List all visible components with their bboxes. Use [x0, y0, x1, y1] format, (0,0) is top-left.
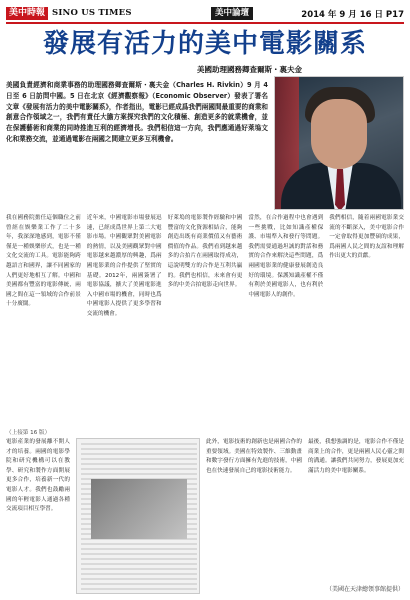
- article-end-note: （美國在天津總領事館提供）: [325, 586, 404, 593]
- header-rule: [6, 22, 404, 24]
- body-column: 電影產業的發展離不開人才的培養。兩國的電影學院和研究機構可以在教學、研究和製作方面開展更多合作，培養新一代的電影人才。我們也鼓勵兩國的年輕電影人通過各種交流項目相互學習。: [6, 439, 70, 513]
- continuation-image: [76, 438, 200, 594]
- body-column: 我們相信，隨着兩國電影業交流的不斷深入，美中電影合作一定會取得更加豐碩的成果，爲兩國人民之間的友誼和理解作出更大的貢獻。: [329, 215, 404, 260]
- body-column: 最後，我想強調的是，電影合作不僅是商業上的合作，更是兩國人民心靈之間的溝通。讓我們共同努力，發展更加充滿活力的美中電影關系。: [308, 439, 404, 474]
- masthead: [6, 7, 404, 21]
- body-column: 我在國務院擔任這個職位之前曾經在娛樂業工作了二十多年，我深深地感到，電影不僅僅是一種娛樂形式，也是一種文化交流的工具。電影能夠跨越語言和國界，讓不同國家的人們更好地相互了解。中國和美國都有豐富的電影傳統，兩國之間在這一領域的合作前景十分廣闊。: [6, 215, 81, 308]
- continuation-photo: [91, 479, 187, 539]
- body-column: 近年來，中國電影市場發展迅速，已經成爲世界上第二大電影市場。中國觀眾對美國電影的熱情，以及美國觀眾對中國電影越來越濃厚的興趣，爲兩國電影業的合作提供了堅實的基礎。2012年，兩國簽署了電影協議，擴大了美國電影進入中國市場的機會，同時也爲中國電影人提供了更多學習和交流的機會。: [86, 215, 162, 317]
- body-column: 好萊塢的電影製作經驗和中國豐富的文化資源相結合，能夠創造出既有商業價值又有藝術價值的作品。我們看到越來越多的合拍片在兩國取得成功，這說明雙方的合作是互利共贏的。我們也相信，未來會有更多的中美合拍電影走向世界。: [167, 215, 243, 289]
- body-columns-upper: [6, 214, 404, 434]
- author-photo: [274, 76, 404, 210]
- photo-face: [311, 99, 367, 169]
- publication-name: SINO US TIMES: [52, 8, 132, 18]
- body-columns-lower: [6, 438, 404, 594]
- continued-label: （上接第 16 版）: [6, 430, 51, 436]
- section-tag: 美中論壇: [211, 7, 253, 20]
- article-lede: 美國負責經濟和商業事務的助理國務卿查爾斯・裏夫金（Charles H. Rivkin）9 月 4 日至 6 日訪問中國。5 日在北京《經濟觀察報》（Economic Observer）發表了署名文章《發展有活力的美中電影關系》，作者指出，電影已經成爲我們兩國間最重要的商業和創意合作領域之一，我們有責任大膽方案探究我們的文化積極、創造更多的就業機會，並在保護藝術和商業的同時推進互利的經濟增長。我們相信這一方向，我們應通過好萊塢文化和業務交流，並通過電影在兩國之間建立更多互利機會。: [6, 81, 268, 143]
- article-byline: 美國助理國務卿查爾斯・裏夫金: [197, 65, 302, 74]
- article-headline: 發展有活力的美中電影關系: [42, 29, 367, 59]
- dateline: 2014 年 9 月 16 日 P17: [301, 10, 404, 20]
- newspaper-logo: 美中時報: [6, 7, 48, 20]
- body-column: 當然，在合作過程中也會遇到一些挑戰，比如知識產權保護、市場準入和發行等問題。我們需要通過坦誠的對話和務實的合作來解決這些問題，爲兩國電影業的健康發展創造良好的環境。保護知識產權不僅有利於美國電影人，也有利於中國電影人的創作。: [248, 215, 324, 298]
- body-column: 此外，電影技術的創新也是兩國合作的重要領域。美國在特效製作、三維動畫和數字發行方面擁有先進的技術，中國也在快速發展自己的電影技術能力。: [206, 439, 302, 474]
